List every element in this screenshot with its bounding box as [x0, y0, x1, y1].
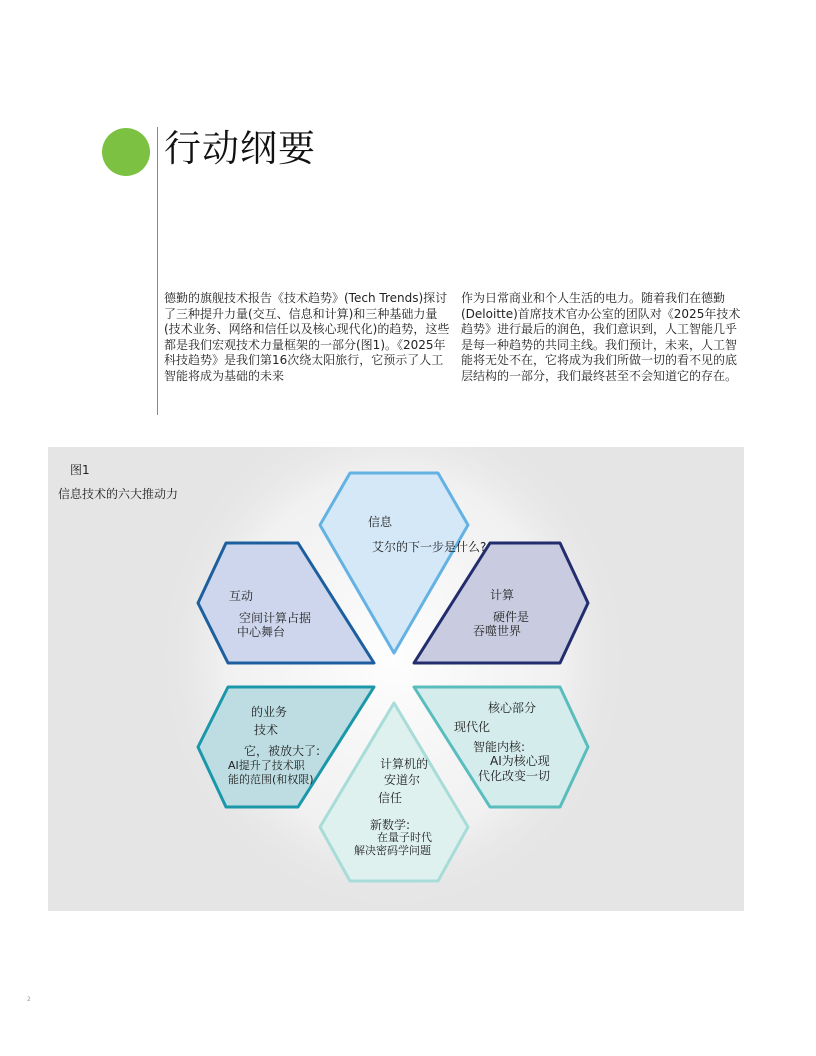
- business-heading-line-1: 的业务: [251, 705, 288, 719]
- core-heading-line-1: 核心部分: [488, 701, 537, 715]
- interaction-description-line-2: 中心舞台: [237, 625, 286, 639]
- trust-description-line-1: 新数学:: [370, 818, 411, 832]
- core-heading-line-2: 现代化: [454, 720, 491, 734]
- interaction-description-line-1: 空间计算占据: [239, 611, 312, 625]
- info-description: 艾尔的下一步是什么?: [372, 540, 487, 554]
- interaction-heading: 互动: [229, 589, 254, 603]
- compute-heading: 计算: [490, 588, 515, 602]
- business-heading-line-2: 技术: [254, 723, 279, 737]
- trust-description-line-2: 在量子时代: [377, 831, 432, 844]
- core-description-line-2: AI为核心现: [490, 754, 550, 768]
- trust-heading-line-1: 计算机的: [380, 757, 429, 771]
- intro-column-1: 德勤的旗舰技术报告《技术趋势》(Tech Trends)探讨了三种提升力量(交互、信息和计算)和三种基础力量(技术业务、网络和信任以及核心现代化)的趋势，这些都是我们宏观技术力量框架的一部分(图1)。《2025年科技趋势》是我们第16次绕太阳旅行，它预示了人工智能将成为基础的未来: [164, 291, 450, 383]
- green-circle-logo-icon: [102, 128, 150, 176]
- intro-column-2: 作为日常商业和个人生活的电力。随着我们在德勤(Deloitte)首席技术官办公室的团队对《2025年技术趋势》进行最后的润色，我们意识到，人工智能几乎是每一种趋势的共同主线。我们预计，未来，人工智能将无处不在，它将成为我们所做一切的看不见的底层结构的一部分，我们最终甚至不会知道它的存在。: [461, 291, 741, 383]
- page-title: 行动纲要: [164, 127, 316, 170]
- trust-heading-line-2: 安道尔: [384, 773, 421, 787]
- core-description-line-1: 智能内核:: [473, 740, 526, 754]
- info-heading: 信息: [368, 515, 393, 529]
- business-description-line-3: 能的范围(和权限): [228, 773, 314, 786]
- vertical-divider: [157, 127, 158, 415]
- figure-title: 信息技术的六大推动力: [58, 487, 179, 501]
- figure-number: 图1: [70, 463, 90, 477]
- compute-description-line-1: 硬件是: [493, 610, 530, 624]
- business-description-line-1: 它，被放大了:: [244, 744, 321, 758]
- trust-heading-line-3: 信任: [378, 791, 403, 805]
- business-description-line-2: AI提升了技术职: [228, 759, 305, 772]
- compute-description-line-2: 吞噬世界: [473, 624, 522, 638]
- core-description-line-3: 代化改变一切: [478, 769, 551, 783]
- trust-description-line-3: 解决密码学问题: [354, 844, 431, 857]
- figure-1: [48, 447, 744, 911]
- page-number: 2: [27, 996, 31, 1003]
